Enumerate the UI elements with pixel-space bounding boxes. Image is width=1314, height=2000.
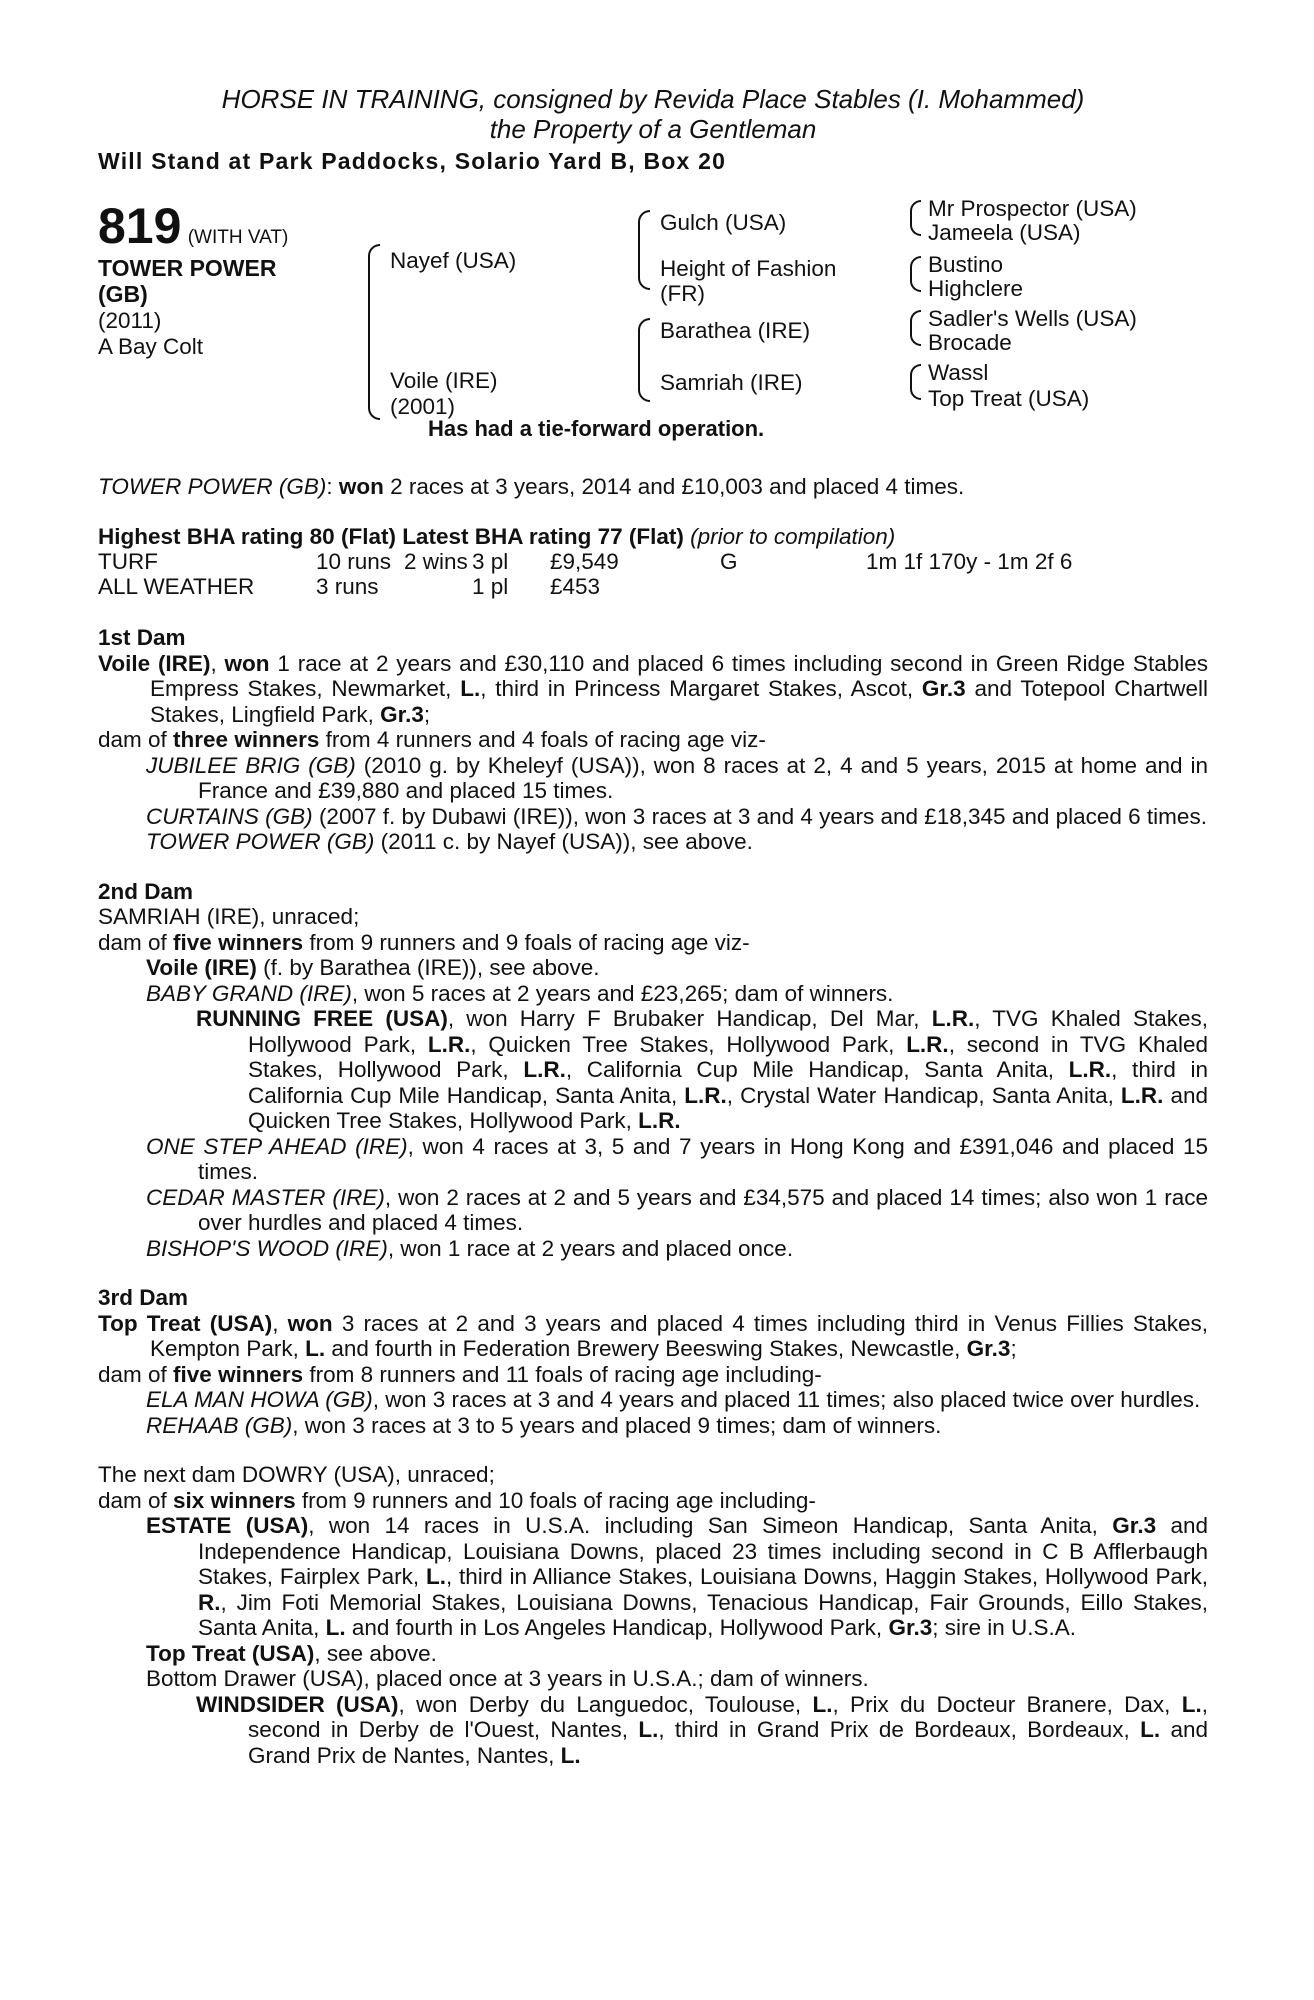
progeny-name: CEDAR MASTER (IRE) xyxy=(146,1184,385,1210)
group-label: Gr.3 xyxy=(921,676,966,701)
ratings-row-turf xyxy=(98,549,1072,574)
dam-sire: Barathea (IRE) xyxy=(660,318,811,343)
cell-wins xyxy=(404,574,472,599)
listed-label: L. xyxy=(325,1615,346,1640)
text: , third in Alliance Stakes, Louisiana Downs, Haggin Stakes, Hollywood Park, xyxy=(445,1564,1208,1589)
stabling-line: Will Stand at Park Paddocks, Solario Yard B, Box 20 xyxy=(98,148,727,174)
gg-brace-5 xyxy=(910,310,921,330)
progeny-bishops-wood xyxy=(98,1236,1208,1262)
second-dam-heading: 2nd Dam xyxy=(98,878,194,904)
dam-dam-brace xyxy=(638,360,650,402)
progeny-name: CURTAINS (GB) xyxy=(146,803,313,829)
gg-brace-6 xyxy=(910,328,921,346)
cell-wins: 2 wins xyxy=(404,549,468,574)
listed-label: L.R. xyxy=(1068,1057,1112,1082)
cell-placed: 3 pl xyxy=(472,549,509,574)
progeny-name: Top Treat (USA) xyxy=(146,1640,315,1666)
text: , Jim Foti Memorial Stakes, Louisiana Downs, Tenacious Handicap, Fair Grounds, Eillo Stakes, Santa Anita, xyxy=(198,1589,1208,1640)
first-dam-record: Voile (IRE), won 1 race at 2 years and £30,110 and placed 6 times including second in Green Ridge Stables Empress Stakes, Newmarket, L., third in Princess Margaret Stakes, Ascot, Gr.3 and Totepool Chartwell Stakes, Lingfield Park, Gr.3; xyxy=(98,650,1208,727)
listed-label: L.R. xyxy=(427,1031,471,1057)
catalogue-page xyxy=(98,84,1208,1768)
progeny-text: , won 1 race at 2 years and placed once. xyxy=(387,1235,794,1261)
sire-dam-line1: Height of Fashion xyxy=(660,256,837,281)
dam-sire-brace xyxy=(638,318,650,362)
sire-name: Nayef (USA) xyxy=(390,248,517,273)
ratings-title: Highest BHA rating 80 (Flat) Latest BHA rating 77 (Flat) xyxy=(98,523,684,549)
dam-name: Voile (IRE) xyxy=(98,650,211,676)
cell-distance: 1m 1f 170y - 1m 2f 6 xyxy=(866,549,1073,574)
progeny-text: (f. by Barathea (IRE)), see above. xyxy=(256,955,600,980)
sire-dam-brace xyxy=(638,250,650,290)
text: , TVG Khaled Stakes, Hollywood Park, xyxy=(248,1006,1208,1057)
summary-horse-name: TOWER POWER (GB) xyxy=(98,474,327,499)
gg-4: Highclere xyxy=(928,276,1024,301)
progeny-running-free xyxy=(98,1006,1208,1134)
winners-count: five winners xyxy=(173,929,304,955)
gg-7: Wassl xyxy=(928,360,989,385)
text: ; sire in U.S.A. xyxy=(932,1615,1077,1640)
cell-surface: ALL WEATHER xyxy=(98,574,255,599)
operation-note: Has had a tie-forward operation. xyxy=(428,416,765,441)
sire-brace xyxy=(368,244,380,334)
progeny-name: BABY GRAND (IRE) xyxy=(146,980,352,1006)
text: , won Derby du Languedoc, Toulouse, xyxy=(398,1691,813,1717)
sire-sire: Gulch (USA) xyxy=(660,210,787,235)
progeny-name: Voile (IRE) xyxy=(146,955,257,980)
text: dam of xyxy=(98,929,174,955)
first-dam-produce xyxy=(98,727,1208,753)
text: dam of xyxy=(98,1361,174,1387)
ratings-note: (prior to compilation) xyxy=(690,523,896,549)
text: ; xyxy=(1010,1336,1017,1361)
second-dam-record: SAMRIAH (IRE), unraced; xyxy=(98,904,360,929)
horse-description: A Bay Colt xyxy=(98,334,204,359)
group-label: Gr.3 xyxy=(966,1336,1011,1361)
text: and Quicken Tree Stakes, Hollywood Park, xyxy=(248,1082,1208,1133)
gg-6: Brocade xyxy=(928,330,1012,355)
progeny-text: , won 4 races at 3, 5 and 7 years in Hong Kong and £391,046 and placed 15 times. xyxy=(198,1133,1208,1184)
cell-going: G xyxy=(720,549,738,574)
text: dam of xyxy=(98,1487,174,1513)
gg-brace-7 xyxy=(910,364,921,384)
progeny-tower-power xyxy=(98,829,1208,855)
gg-2: Jameela (USA) xyxy=(928,220,1081,245)
text: 3 races at 2 and 3 years and placed 4 times including third in Venus Fillies Stakes, Kempton Park, xyxy=(150,1310,1208,1361)
listed-label: L. xyxy=(425,1564,446,1589)
progeny-name: RUNNING FREE (USA) xyxy=(196,1006,448,1031)
text: , won 14 races in U.S.A. including San Simeon Handicap, Santa Anita, xyxy=(308,1513,1113,1538)
cell-prize: £9,549 xyxy=(550,549,619,574)
dam-name: Voile (IRE) xyxy=(390,368,498,393)
progeny-name: JUBILEE BRIG (GB) xyxy=(146,752,356,778)
text: and fourth in Federation Brewery Beeswing Stakes, Newcastle, xyxy=(325,1336,967,1361)
race-summary: TOWER POWER (GB): won 2 races at 3 years, 2014 and £10,003 and placed 4 times. xyxy=(98,474,965,499)
text: from 8 runners and 11 foals of racing age including- xyxy=(303,1361,822,1387)
won-label: won xyxy=(224,650,270,676)
record-text: ; xyxy=(423,701,431,727)
progeny-estate xyxy=(98,1513,1208,1641)
progeny-text: (2011 c. by Nayef (USA)), see above. xyxy=(374,829,753,854)
gg-brace-2 xyxy=(910,218,921,236)
horse-year: (2011) xyxy=(98,308,162,333)
winners-count: six winners xyxy=(173,1487,296,1513)
dam-year: (2001) xyxy=(390,394,456,419)
progeny-voile xyxy=(98,955,1208,981)
progeny-text: , see above. xyxy=(314,1640,437,1666)
record-text: and Totepool Chartwell Stakes, Lingfield Park, xyxy=(150,676,1208,727)
gg-brace-4 xyxy=(910,274,921,292)
cell-runs: 10 runs xyxy=(316,549,392,574)
listed-label: L.R. xyxy=(523,1057,566,1082)
progeny-name: TOWER POWER (GB) xyxy=(146,829,375,854)
listed-label: L. xyxy=(560,1742,581,1768)
gg-8: Top Treat (USA) xyxy=(928,386,1090,411)
ratings-heading xyxy=(98,524,1208,550)
won-label: won xyxy=(287,1310,333,1336)
listed-label: L.R. xyxy=(1120,1082,1164,1108)
dam-brace xyxy=(368,332,380,420)
text: , won Harry F Brubaker Handicap, Del Mar, xyxy=(447,1006,932,1031)
dam-dam: Samriah (IRE) xyxy=(660,370,803,395)
listed-label: L. xyxy=(1181,1691,1202,1717)
listed-label: L.R. xyxy=(684,1082,727,1108)
progeny-name: BISHOP'S WOOD (IRE) xyxy=(146,1235,388,1261)
dam-name: Top Treat (USA) xyxy=(98,1310,273,1336)
listed-label: L.R. xyxy=(931,1006,975,1031)
cell-going xyxy=(720,574,866,599)
group-label: Gr.3 xyxy=(380,701,424,727)
fourth-dam-produce xyxy=(98,1488,1208,1514)
text: , Crystal Water Handicap, Santa Anita, xyxy=(726,1082,1121,1108)
text: from 4 runners and 4 foals of racing age viz- xyxy=(319,727,766,752)
cell-placed: 1 pl xyxy=(472,574,509,599)
winners-count: five winners xyxy=(173,1361,304,1387)
listed-label: L.R. xyxy=(638,1108,681,1133)
gg-brace-3 xyxy=(910,256,921,276)
record-text: 1 race at 2 years and £30,110 and placed 6 times including second in Green Ridge Stables Empress Stakes, Newmarket, xyxy=(150,650,1208,701)
progeny-text: (2007 f. by Dubawi (IRE)), won 3 races at 3 and 4 years and £18,345 and placed 6 times. xyxy=(312,803,1207,829)
text: , Quicken Tree Stakes, Hollywood Park, xyxy=(470,1031,907,1057)
consignor-line: HORSE IN TRAINING, consigned by Revida Place Stables (I. Mohammed) xyxy=(221,84,1085,114)
record-text: , third in Princess Margaret Stakes, Ascot, xyxy=(480,676,922,701)
progeny-baby-grand xyxy=(98,981,1208,1007)
group-label: Gr.3 xyxy=(1112,1513,1157,1538)
horse-country: (GB) xyxy=(98,281,148,307)
text: from 9 runners and 9 foals of racing age viz- xyxy=(303,929,750,955)
text: , third in Grand Prix de Bordeaux, Bordeaux, xyxy=(658,1717,1141,1742)
progeny-text: (2010 g. by Kheleyf (USA)), won 8 races at 2, 4 and 5 years, 2015 at home and in France and £39,880 and placed 15 times. xyxy=(198,752,1208,803)
sire-sire-brace xyxy=(638,210,650,252)
progeny-jubilee-brig xyxy=(98,753,1208,804)
text: and Independence Handicap, Louisiana Downs, placed 23 times including second in C B Afflerbaugh Stakes, Fairplex Park, xyxy=(198,1513,1208,1589)
listed-label: L. xyxy=(460,676,481,701)
gg-1: Mr Prospector (USA) xyxy=(928,196,1137,221)
lot-number-row xyxy=(98,200,288,252)
text: , second in Derby de l'Ouest, Nantes, xyxy=(248,1691,1208,1742)
text: , California Cup Mile Handicap, Santa Anita, xyxy=(565,1057,1069,1082)
third-dam-produce xyxy=(98,1362,1208,1388)
fourth-dam-record: The next dam DOWRY (USA), unraced; xyxy=(98,1462,495,1487)
lot-number: 819 xyxy=(98,198,182,254)
pedigree-table xyxy=(98,198,1208,460)
progeny-text: , won 3 races at 3 and 4 years and placed 11 times; also placed twice over hurdles. xyxy=(372,1387,1201,1412)
progeny-cedar-master xyxy=(98,1185,1208,1236)
sire-dam-line2: (FR) xyxy=(660,281,705,306)
progeny-top-treat xyxy=(98,1641,1208,1667)
progeny-curtains xyxy=(98,804,1208,830)
third-dam-heading: 3rd Dam xyxy=(98,1285,189,1310)
progeny-name: ELA MAN HOWA (GB) xyxy=(146,1387,373,1412)
progeny-bottom-drawer: Bottom Drawer (USA), placed once at 3 years in U.S.A.; dam of winners. xyxy=(146,1666,869,1691)
group-label: Gr.3 xyxy=(888,1615,933,1640)
progeny-name: REHAAB (GB) xyxy=(146,1412,293,1438)
text: , second in TVG Khaled Stakes, Hollywood Park, xyxy=(248,1031,1209,1082)
listed-label: L. xyxy=(638,1717,659,1742)
winners-count: three winners xyxy=(173,727,320,752)
gg-brace-1 xyxy=(910,200,921,220)
ratings-row-aw xyxy=(98,574,1072,599)
vat-label: (WITH VAT) xyxy=(187,227,289,248)
text: , third in California Cup Mile Handicap, Santa Anita, xyxy=(248,1057,1208,1108)
text: dam of xyxy=(98,727,174,752)
listed-label: L. xyxy=(1140,1717,1161,1742)
summary-text: 2 races at 3 years, 2014 and £10,003 and placed 4 times. xyxy=(383,474,965,499)
progeny-name: WINDSIDER (USA) xyxy=(196,1691,399,1717)
progeny-ela-man-howa xyxy=(98,1387,1208,1413)
text: and fourth in Los Angeles Handicap, Hollywood Park, xyxy=(345,1615,889,1640)
cell-prize: £453 xyxy=(550,574,601,599)
property-line: the Property of a Gentleman xyxy=(489,114,817,144)
second-dam-produce xyxy=(98,930,1208,956)
progeny-windsider xyxy=(98,1692,1208,1769)
gg-5: Sadler's Wells (USA) xyxy=(928,306,1137,331)
horse-name: TOWER POWER xyxy=(98,255,277,281)
cell-runs: 3 runs xyxy=(316,574,379,599)
gg-brace-8 xyxy=(910,382,921,400)
cell-surface: TURF xyxy=(98,549,158,574)
progeny-one-step-ahead xyxy=(98,1134,1208,1185)
ratings-table xyxy=(98,549,1072,599)
summary-won: won xyxy=(338,474,384,499)
text: , Prix du Docteur Branere, Dax, xyxy=(832,1691,1182,1717)
third-dam-record: Top Treat (USA), won 3 races at 2 and 3 years and placed 4 times including third in Venus Fillies Stakes, Kempton Park, L. and fourth in Federation Brewery Beeswing Stakes, Newcastle, Gr.3; xyxy=(98,1310,1208,1361)
listed-label: L. xyxy=(812,1691,833,1717)
progeny-text: , won 2 races at 2 and 5 years and £34,575 and placed 14 times; also won 1 race over hurdles and placed 4 times. xyxy=(198,1184,1208,1235)
cell-distance xyxy=(866,574,1072,599)
listed-label: L.R. xyxy=(906,1031,949,1057)
text: and Grand Prix de Nantes, Nantes, xyxy=(248,1717,1208,1768)
restricted-label: R. xyxy=(198,1589,221,1615)
progeny-text: , won 5 races at 2 years and £23,265; dam of winners. xyxy=(351,980,894,1006)
progeny-name: ESTATE (USA) xyxy=(146,1513,309,1538)
progeny-rehaab xyxy=(98,1413,1208,1439)
progeny-text: , won 3 races at 3 to 5 years and placed 9 times; dam of winners. xyxy=(292,1412,942,1438)
progeny-name: ONE STEP AHEAD (IRE) xyxy=(146,1133,408,1159)
text: from 9 runners and 10 foals of racing age including- xyxy=(295,1487,816,1513)
listed-label: L. xyxy=(305,1336,326,1361)
first-dam-heading: 1st Dam xyxy=(98,625,186,650)
gg-3: Bustino xyxy=(928,252,1004,277)
